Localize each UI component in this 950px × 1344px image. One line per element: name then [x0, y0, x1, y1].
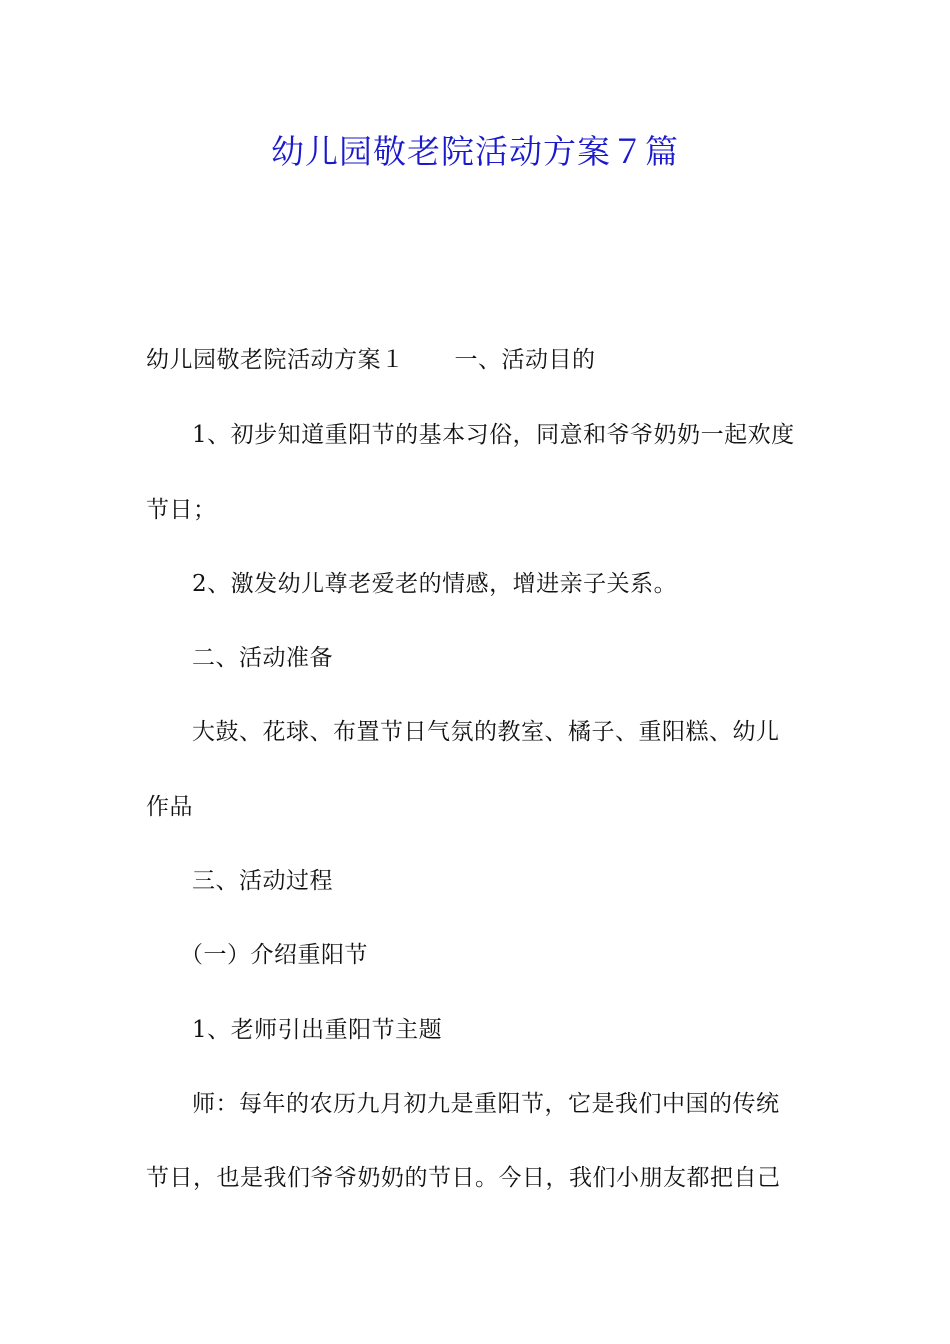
paragraph-line: 大鼓、花球、布置节日气氛的教室、橘子、重阳糕、幼儿	[192, 719, 780, 745]
paragraph-line: 节日；	[146, 497, 217, 523]
section-heading-process: 三、活动过程	[192, 868, 333, 894]
paragraph-line: 作品	[146, 794, 193, 820]
subsection-heading: （一）介绍重阳节	[180, 942, 368, 968]
plan-heading: 幼儿园敬老院活动方案１	[146, 347, 405, 373]
paragraph-line: 师：每年的农历九月初九是重阳节，它是我们中国的传统	[192, 1091, 780, 1117]
paragraph-line: 节日，也是我们爷爷奶奶的节日。今日，我们小朋友都把自己	[146, 1165, 781, 1191]
paragraph-line: 1、初步知道重阳节的基本习俗，同意和爷爷奶奶一起欢度	[192, 422, 795, 448]
paragraph-line: 2、激发幼儿尊老爱老的情感，增进亲子关系。	[192, 571, 678, 597]
document-title: 幼儿园敬老院活动方案７篇	[271, 132, 679, 171]
section-heading-line	[146, 340, 816, 380]
section-heading-goals: 一、活动目的	[454, 347, 596, 373]
paragraph-line: 1、老师引出重阳节主题	[192, 1017, 443, 1043]
section-heading-preparation: 二、活动准备	[192, 645, 333, 671]
